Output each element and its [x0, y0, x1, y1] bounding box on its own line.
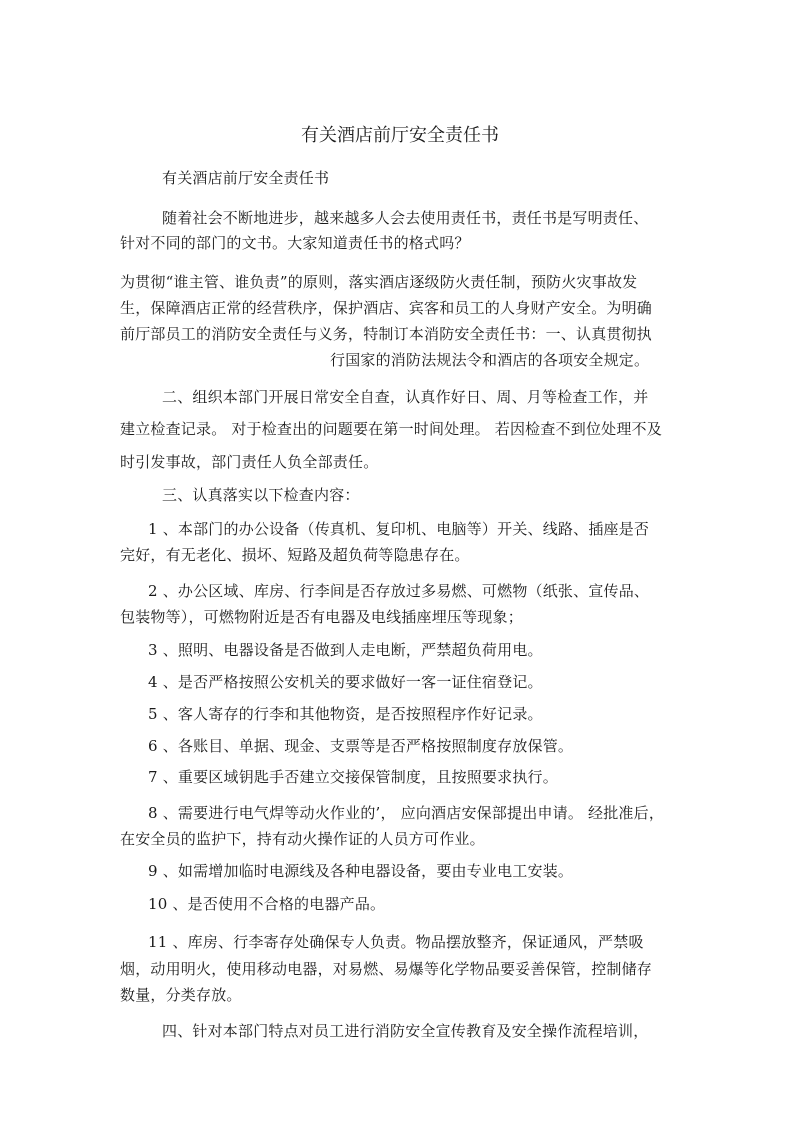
section4-line-1: 四、针对本部门特点对员工进行消防安全宣传教育及安全操作流程培训， [162, 1022, 649, 1040]
item-11-line-2: 烟，动用明火，使用移动电器，对易燃、易爆等化学物品要妥善保管，控制储存 [120, 960, 653, 978]
item-7: 7 、重要区域钥匙手否建立交接保管制度，且按照要求执行。 [148, 768, 558, 786]
item-6: 6 、各账目、单据、现金、支票等是否严格按照制度存放保管。 [148, 737, 574, 755]
item-10: 10 、是否使用不合格的电器产品。 [148, 895, 386, 913]
item-9: 9 、如需增加临时电源线及各种电器设备，要由专业电工安装。 [148, 862, 574, 880]
item-4: 4 、是否严格按照公安机关的要求做好一客一证住宿登记。 [148, 673, 543, 691]
section2-line-3: 时引发事故，部门责任人负全部责任。 [120, 453, 379, 471]
intro-line-1: 随着社会不断地进步，越来越多人会去使用责任书，责任书是写明责任、 [162, 209, 649, 227]
section3-heading: 三、认真落实以下检查内容： [162, 486, 360, 504]
section2-line-1: 二、组织本部门开展日常安全自查，认真作好日、周、月等检查工作，并 [162, 388, 649, 406]
section2-line-2: 建立检查记录。 对于检查出的问题要在第一时间处理。 若因检查不到位处理不及 [120, 420, 662, 438]
item-11-line-1: 11 、库房、行李寄存处确保专人负责。物品摆放整齐，保证通风，严禁吸 [148, 933, 644, 951]
item-1-line-2: 完好，有无老化、损坏、短路及超负荷等隐患存在。 [120, 546, 470, 564]
item-3: 3 、照明、电器设备是否做到人走电断，严禁超负荷用电。 [148, 641, 543, 659]
purpose-line-2: 生，保障酒店正常的经营秩序，保护酒店、宾客和员工的人身财产安全。为明确 [120, 299, 653, 317]
item-1-line-1: 1 、本部门的办公设备（传真机、复印机、电脑等）开关、线路、插座是否 [148, 520, 650, 538]
document-title: 有关酒店前厅安全责任书 [301, 125, 499, 146]
item-2-line-2: 包装物等），可燃物附近是否有电器及电线插座埋压等现象； [120, 608, 523, 626]
item-2-line-1: 2 、办公区域、库房、行李间是否存放过多易燃、可燃物（纸张、宣传品、 [148, 582, 650, 600]
item-8-line-1: 8 、需要进行电气焊等动火作业的’， 应向酒店安保部提出申请。 经批准后， [148, 804, 665, 822]
intro-line-2: 针对不同的部门的文书。大家知道责任书的格式吗？ [120, 234, 470, 252]
document-subtitle: 有关酒店前厅安全责任书 [162, 169, 330, 187]
purpose-line-3: 前厅部员工的消防安全责任与义务，特制订本消防安全责任书：一、认真贯彻执 [120, 325, 653, 343]
purpose-line-4: 行国家的消防法规法令和酒店的各项安全规定。 [330, 351, 650, 369]
purpose-line-1: 为贯彻“谁主管、谁负责”的原则，落实酒店逐级防火责任制，预防火灾事故发 [120, 273, 638, 291]
item-5: 5 、客人寄存的行李和其他物资，是否按照程序作好记录。 [148, 705, 543, 723]
item-11-line-3: 数量，分类存放。 [120, 986, 242, 1004]
item-8-line-2: 在安全员的监护下，持有动火操作证的人员方可作业。 [120, 830, 485, 848]
